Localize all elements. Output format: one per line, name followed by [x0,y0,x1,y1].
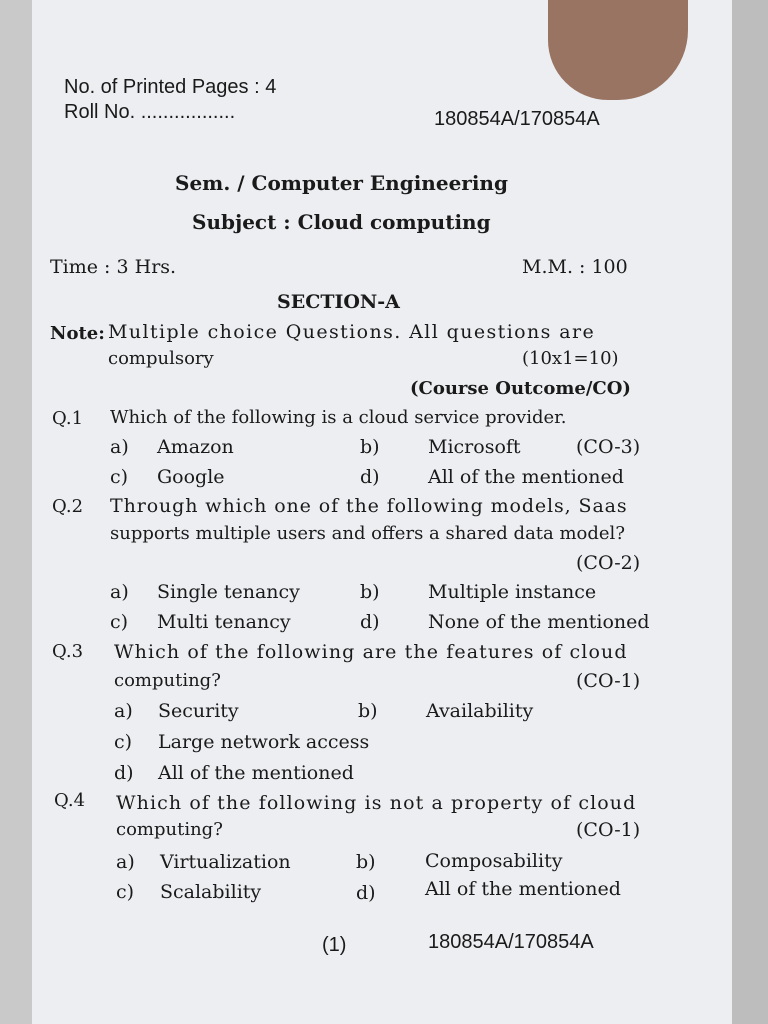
note-text-line2: compulsory [108,348,214,369]
option-text: Scalability [160,881,262,903]
footer-paper-code: 180854A/170854A [428,931,594,953]
option-text: Virtualization [160,851,291,873]
option-text: Composability [425,850,563,872]
semester-title: Sem. / Computer Engineering [175,171,508,195]
subject-title: Subject : Cloud computing [192,210,491,234]
option-text: Single tenancy [157,581,300,603]
question-text: Which of the following are the features of cloud [114,641,628,663]
option-label: d) [360,611,380,633]
option-text: Microsoft [428,436,521,458]
option-text: Availability [426,700,534,722]
option-label: c) [114,731,133,753]
question-number: Q.3 [52,641,84,662]
roll-no: Roll No. ................. [64,101,236,123]
option-label: b) [360,436,380,458]
note-marks: (10x1=10) [522,348,619,369]
max-marks: M.M. : 100 [522,256,628,278]
question-text: Through which one of the following models, Saas [110,495,628,517]
option-label: a) [110,581,129,603]
question-text: computing? [114,670,221,691]
option-label: d) [356,882,376,904]
option-label: a) [114,700,133,722]
question-text: computing? [116,819,223,840]
background-edge-left [0,0,32,1024]
course-outcome-tag: (CO-3) [576,436,641,458]
option-text: All of the mentioned [425,878,621,900]
option-label: c) [116,881,135,903]
question-text: Which of the following is a cloud service provider. [110,407,567,428]
option-label: b) [358,700,378,722]
option-label: a) [116,851,135,873]
note-text-line1: Multiple choice Questions. All questions are [108,321,596,343]
option-label: a) [110,436,129,458]
option-text: Google [157,466,225,488]
printed-pages: No. of Printed Pages : 4 [64,76,277,98]
option-label: d) [114,762,134,784]
option-text: Multiple instance [428,581,597,603]
option-label: c) [110,466,129,488]
question-text: Which of the following is not a property of cloud [116,792,637,814]
option-text: Security [158,700,239,722]
question-number: Q.1 [52,408,84,429]
option-label: d) [360,466,380,488]
course-outcome-tag: (CO-1) [576,819,641,841]
option-text: Multi tenancy [157,611,291,633]
option-label: c) [110,611,129,633]
option-text: Large network access [158,731,370,753]
paper-code: 180854A/170854A [434,108,600,130]
page-number: (1) [322,934,347,956]
time-allowed: Time : 3 Hrs. [50,256,177,278]
option-text: Amazon [157,436,234,458]
section-heading: SECTION-A [277,291,400,313]
course-outcome-label: (Course Outcome/CO) [410,378,631,399]
question-number: Q.2 [52,496,84,517]
option-text: None of the mentioned [428,611,650,633]
option-text: All of the mentioned [428,466,624,488]
course-outcome-tag: (CO-1) [576,670,641,692]
background-edge-right [732,0,768,1024]
question-number: Q.4 [54,790,86,811]
course-outcome-tag: (CO-2) [576,552,641,574]
question-text: supports multiple users and offers a shared data model? [110,523,625,544]
option-label: b) [360,581,380,603]
option-text: All of the mentioned [158,762,354,784]
note-label: Note: [50,323,105,344]
option-label: b) [356,851,376,873]
